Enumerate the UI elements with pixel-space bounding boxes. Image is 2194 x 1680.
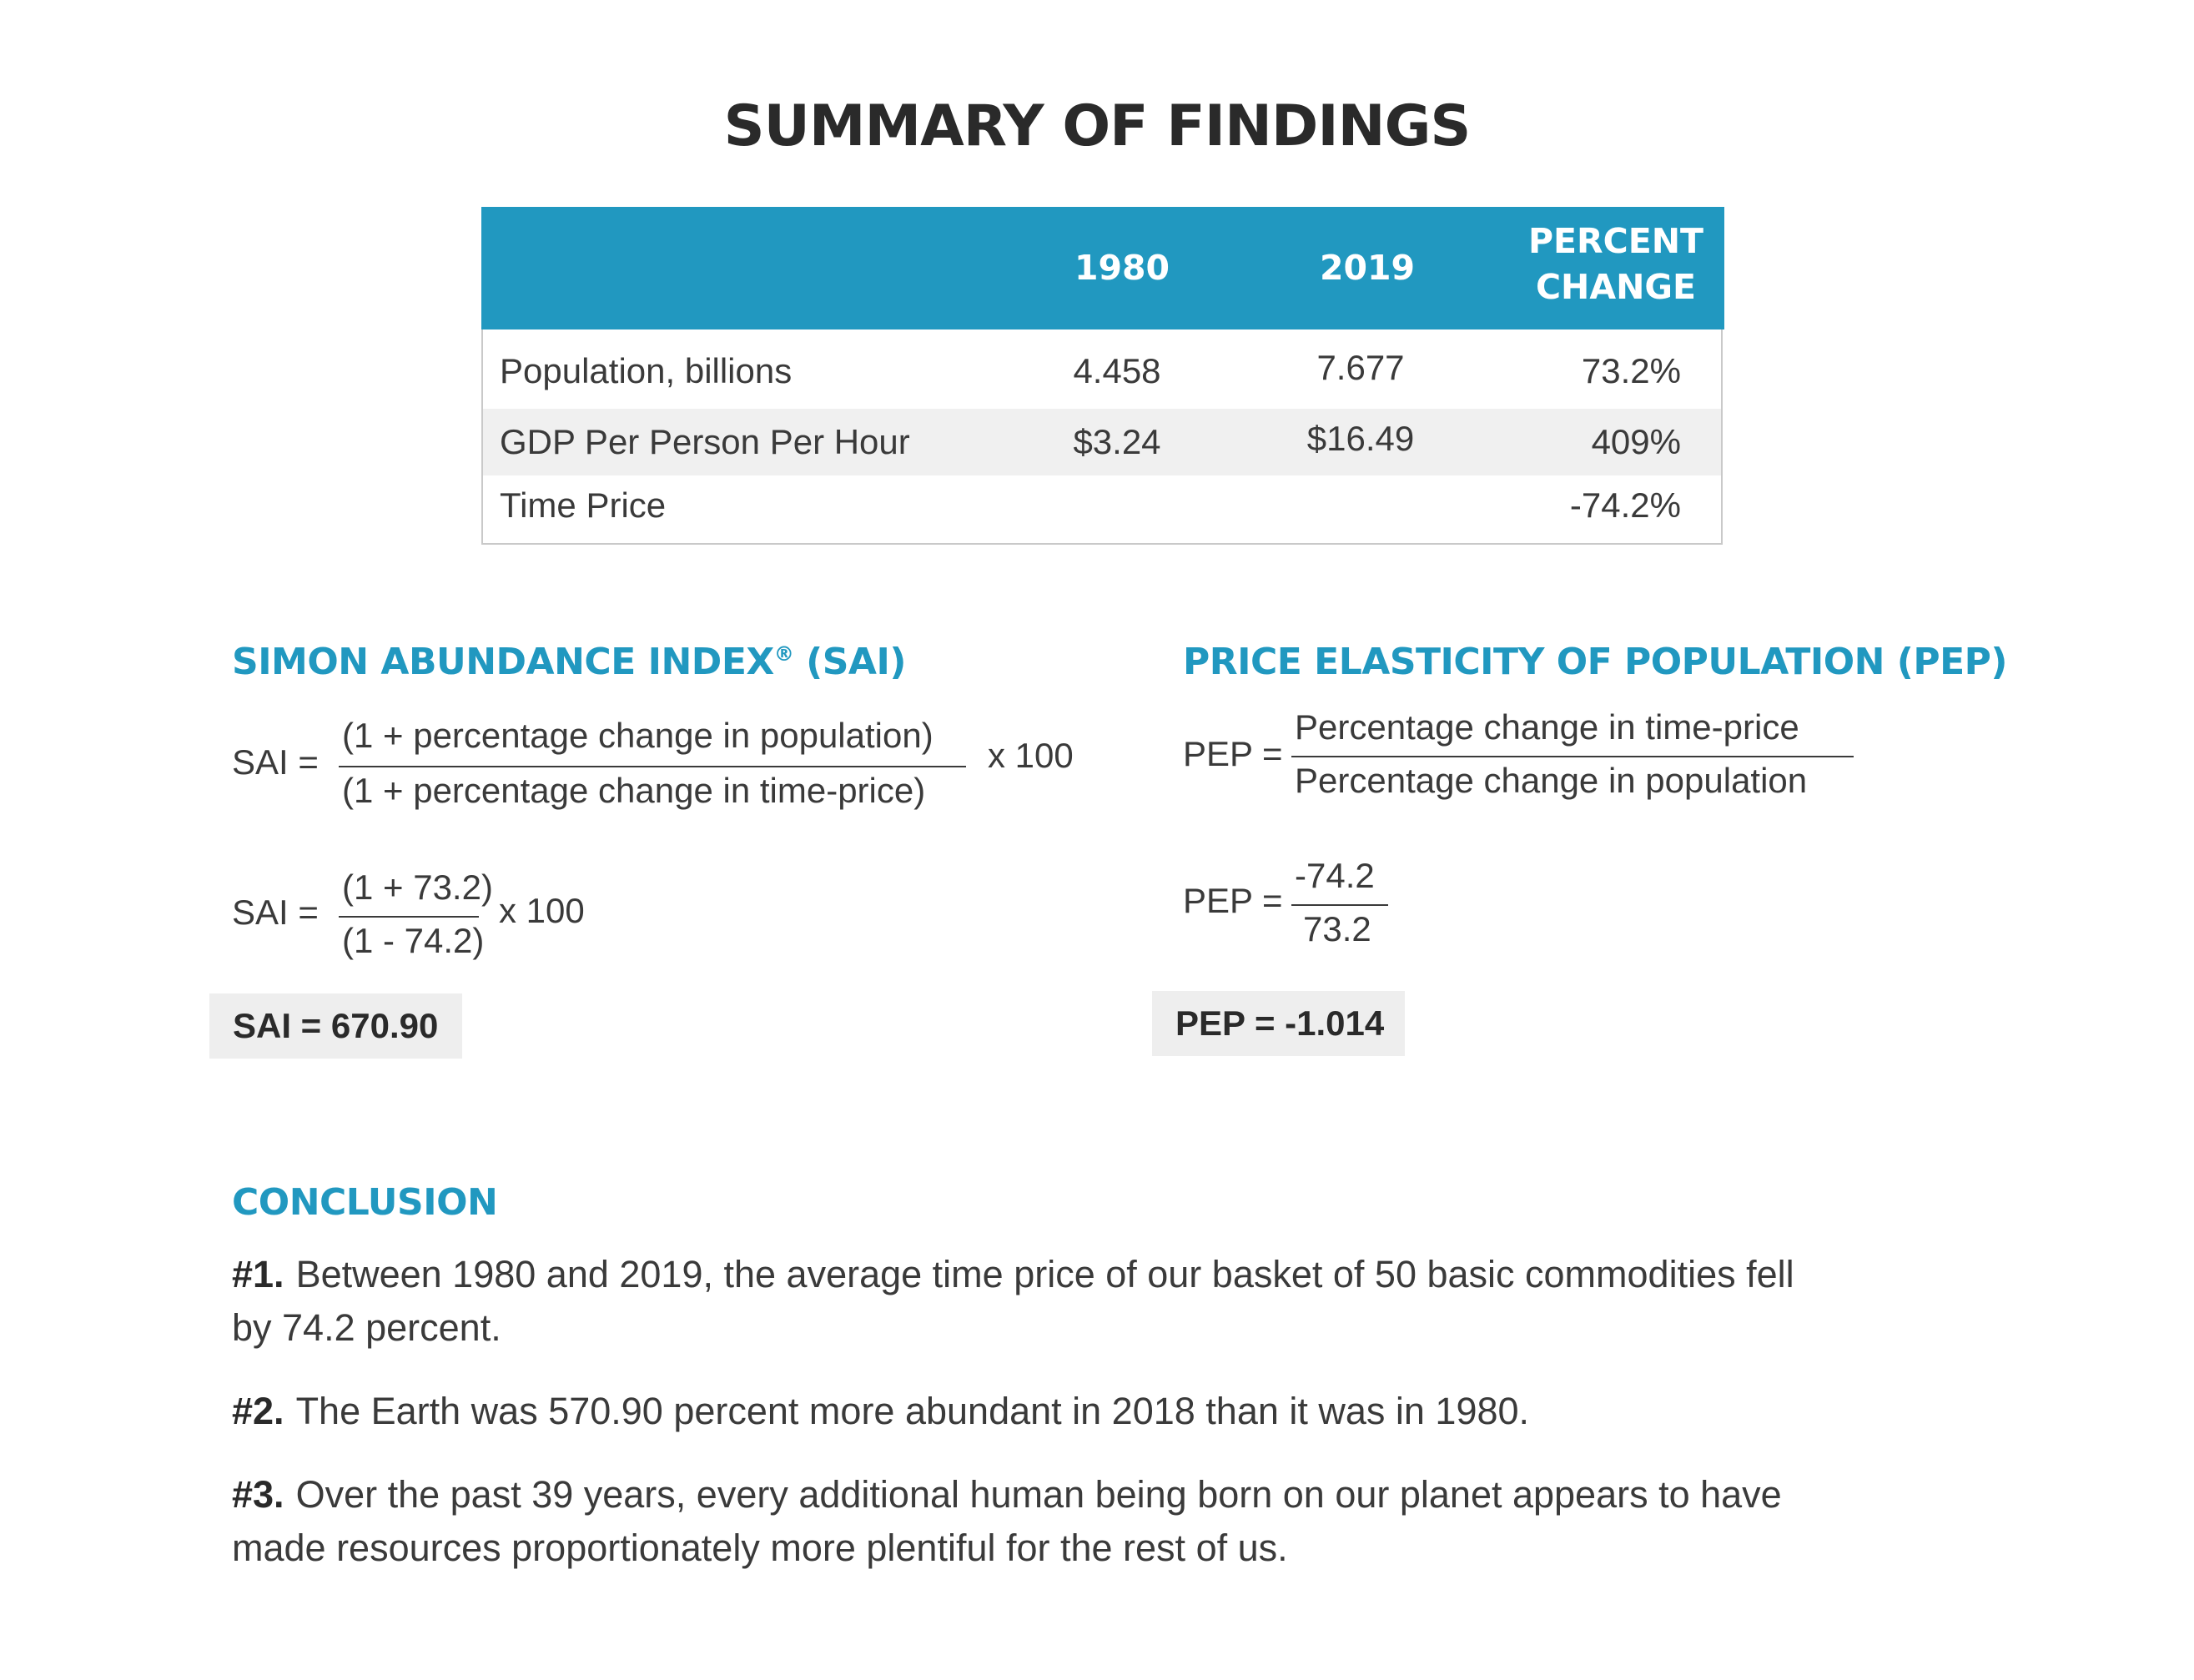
pep-result: PEP = -1.014 [1152, 991, 1405, 1056]
conclusion-text: The Earth was 570.90 percent more abundant in 2018 than it was in 1980. [295, 1390, 1530, 1432]
conclusion-heading: CONCLUSION [232, 1181, 498, 1224]
row-label: Population, billions [500, 351, 793, 390]
header-1980: 1980 [1074, 248, 1170, 288]
row-value-2019: 7.677 [1316, 348, 1405, 387]
sai-formula-fraction-bar [339, 766, 966, 767]
row-label: Time Price [500, 485, 667, 525]
sai-calc-numerator: (1 + 73.2) [342, 868, 493, 907]
page-title: SUMMARY OF FINDINGS [723, 93, 1471, 159]
sai-calc-denominator: (1 - 74.2) [342, 921, 485, 960]
sai-heading-suffix: (SAI) [793, 641, 906, 683]
sai-calc-multiplier: x 100 [499, 891, 585, 930]
sai-heading-text: SIMON ABUNDANCE INDEX [232, 641, 774, 683]
sai-formula-lhs: SAI = [232, 742, 319, 782]
table-row [483, 338, 1721, 405]
conclusion-number: #1. [232, 1253, 284, 1295]
pep-calc-denominator: 73.2 [1303, 909, 1371, 948]
conclusion-line [232, 1468, 1967, 1522]
row-value-1980: $3.24 [1073, 422, 1161, 461]
row-percent-change: 73.2% [1581, 351, 1681, 390]
row-percent-change: 409% [1591, 422, 1681, 461]
row-value-2019: $16.49 [1306, 419, 1415, 458]
table-header [481, 207, 1724, 329]
pep-calc-lhs: PEP = [1183, 881, 1283, 920]
sai-formula-numerator: (1 + percentage change in population) [342, 716, 933, 755]
registered-mark: ® [773, 642, 794, 666]
table-row [483, 409, 1721, 475]
conclusion-item [232, 1248, 1967, 1355]
header-percent-change [1499, 219, 1733, 310]
row-percent-change: -74.2% [1569, 485, 1681, 525]
conclusion-line [232, 1248, 1967, 1301]
conclusion-line: made resources proportionately more plentiful for the rest of us. [232, 1527, 1288, 1569]
pep-formula-lhs: PEP = [1183, 734, 1283, 773]
conclusion-number: #3. [232, 1473, 284, 1516]
conclusion-number: #2. [232, 1390, 284, 1432]
conclusion-item [232, 1468, 1967, 1575]
pep-heading: PRICE ELASTICITY OF POPULATION (PEP) [1183, 641, 2008, 683]
sai-calc-lhs: SAI = [232, 893, 319, 932]
row-value-1980: 4.458 [1073, 351, 1161, 390]
conclusion-line: by 74.2 percent. [232, 1306, 501, 1349]
sai-heading [232, 641, 906, 683]
sai-calc-fraction-bar [339, 916, 479, 918]
pep-formula-denominator: Percentage change in population [1295, 761, 1808, 800]
header-percent-line2: CHANGE [1535, 267, 1697, 307]
conclusion-text: Between 1980 and 2019, the average time price of our basket of 50 basic commodities fell [295, 1253, 1794, 1295]
header-percent-line1: PERCENT [1527, 221, 1703, 261]
conclusion-line [232, 1385, 1967, 1438]
conclusion-text: Over the past 39 years, every additional human being born on our planet appears to have [295, 1473, 1782, 1516]
header-2019: 2019 [1319, 248, 1416, 288]
row-label: GDP Per Person Per Hour [500, 422, 910, 461]
sai-formula-multiplier: x 100 [988, 736, 1074, 775]
pep-calc-numerator: -74.2 [1295, 856, 1375, 895]
pep-formula-fraction-bar [1291, 756, 1854, 757]
table-row [483, 472, 1721, 539]
sai-formula-denominator: (1 + percentage change in time-price) [342, 771, 926, 810]
sai-result: SAI = 670.90 [209, 993, 462, 1059]
summary-table [481, 207, 1723, 545]
conclusion-item [232, 1385, 1967, 1438]
pep-formula-numerator: Percentage change in time-price [1295, 707, 1799, 747]
pep-calc-fraction-bar [1291, 904, 1388, 906]
